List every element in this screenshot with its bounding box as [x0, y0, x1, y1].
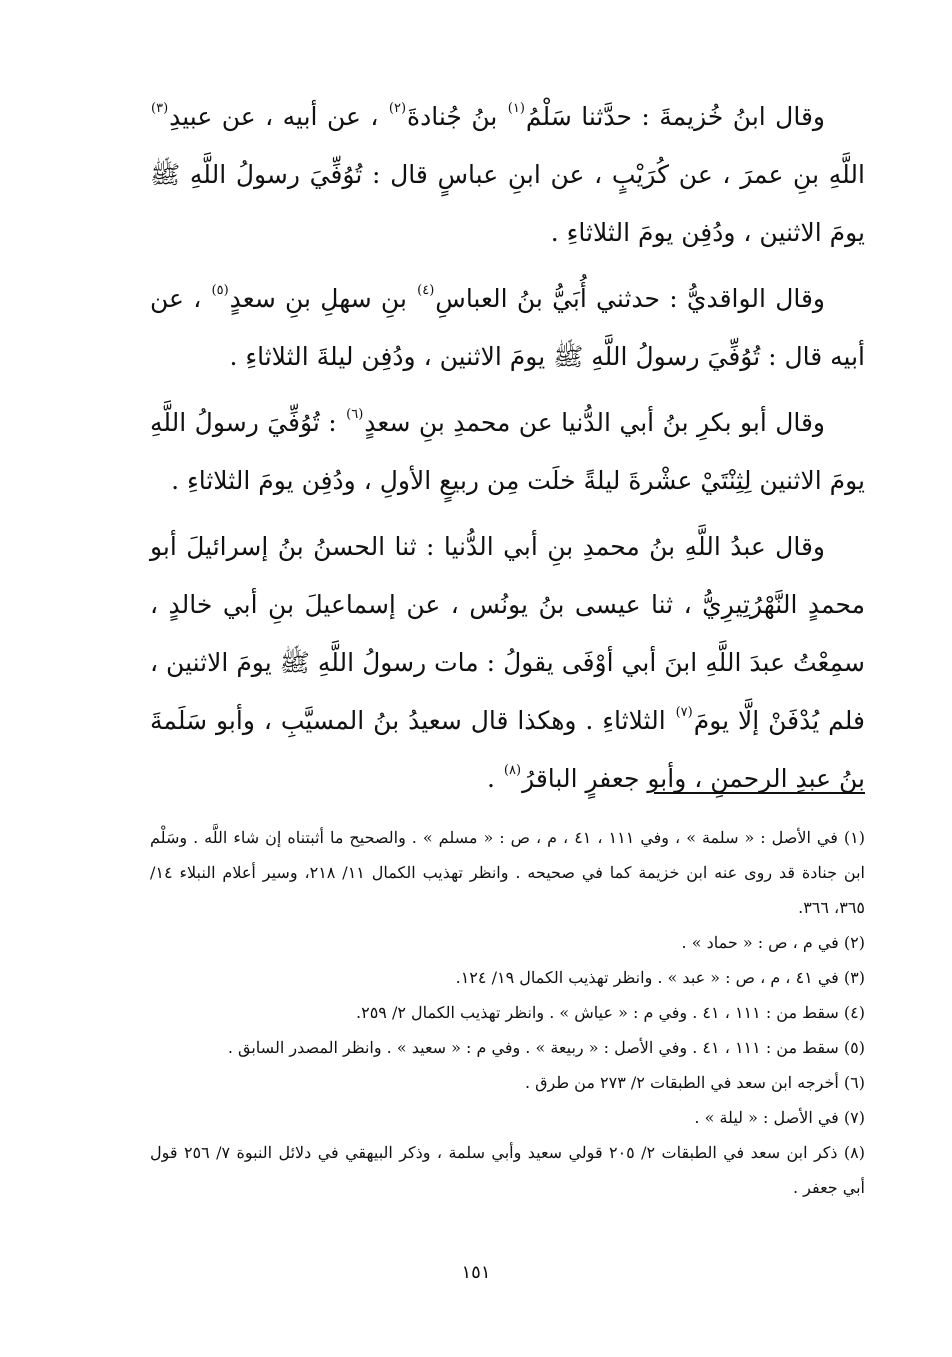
footnote-ref-5: (٥)	[211, 282, 229, 298]
main-text	[150, 88, 865, 808]
paragraph-1: وقال ابنُ خُزيمةَ : حدَّثنا سَلْمُ$^{(١)}$ بنُ جُنادةَ$^{(٢)}$ ، عن أبيه ، عن عبيدِ$^{(٣)}$ اللَّهِ بنِ عمرَ ، عن كُرَيْبٍ ، عن ابنِ عباسٍ قال : تُوُفِّيَ رسولُ اللَّهِ ﷺ يومَ الاثنين ، ودُفِن يومَ الثلاثاءِ .	[150, 100, 865, 247]
footnote-ref-2: (٢)	[388, 100, 407, 116]
footnote-4: (٤) سقط من : ١١١ ، ٤١ . وفي م : « عياش » . وانظر تهذيب الكمال ٢/ ٢٥٩.	[356, 1003, 865, 1022]
footnote-6: (٦) أخرجه ابن سعد في الطبقات ٢/ ٢٧٣ من طرق .	[524, 1073, 865, 1092]
footnote-5: (٥) سقط من : ١١١ ، ٤١ . وفي الأصل : « ربيعة » . وفي م : « سعيد » . وانظر المصدر السابق .	[227, 1038, 865, 1057]
footnote-ref-3: (٣)	[151, 100, 169, 116]
footnote-divider	[654, 792, 865, 794]
paragraph-3: وقال أبو بكرِ بنُ أبي الدُّنيا عن محمدِ بنِ سعدٍ$^{(٦)}$ : تُوُفِّيَ رسولُ اللَّهِ يومَ الاثنين لِثِنْتَيْ عشْرةَ ليلةً خلَت مِن ربيعٍ الأولِ ، ودُفِن يومَ الثلاثاءِ .	[150, 406, 865, 495]
footnote-ref-8: (٨)	[503, 762, 522, 778]
footnote-ref-1: (١)	[507, 100, 525, 116]
footnote-7: (٧) في الأصل : « ليلة » .	[694, 1108, 865, 1127]
page-number: ١٥١	[461, 1262, 491, 1283]
paragraph-2: وقال الواقديُّ : حدثني أُبَيُّ بنُ العباسِ$^{(٤)}$ بنِ سهلِ بنِ سعدٍ$^{(٥)}$ ، عن أبيه قال : تُوُفِّيَ رسولُ اللَّهِ ﷺ يومَ الاثنين ، ودُفِن ليلةَ الثلاثاءِ .	[150, 282, 865, 371]
footnote-ref-7: (٧)	[675, 704, 693, 720]
footnotes	[150, 820, 865, 1205]
footnote-3: (٣) في ٤١ ، م ، ص : « عبد » . وانظر تهذيب الكمال ١٩/ ١٢٤.	[455, 968, 865, 987]
footnote-ref-4: (٤)	[417, 282, 435, 298]
footnote-1: (١) في الأصل : « سلمة » ، وفي ١١١ ، ٤١ ، م ، ص : « مسلم » . والصحيح ما أثبتناه إن شاء اللَّه . وسَلْم ابن جنادة قد روى عنه ابن خزيمة كما في صحيحه . وانظر تهذيب الكمال ١١/ ٢١٨، وسير أعلام النبلاء ١٤/ ٣٦٥، ٣٦٦.	[150, 828, 866, 917]
paragraph-4: وقال عبدُ اللَّهِ بنُ محمدِ بنِ أبي الدُّنيا : ثنا الحسنُ بنُ إسرائيلَ أبو محمدٍ النَّهْرُتِيرِيُّ ، ثنا عيسى بنُ يونُس ، عن إسماعيلَ بنِ أبي خالدٍ ، سمِعْتُ عبدَ اللَّهِ ابنَ أبي أوْفَى يقولُ : مات رسولُ اللَّهِ ﷺ يومَ الاثنين ، فلم يُدْفَنْ إلَّا يومَ$^{(٧)}$ الثلاثاءِ . وهكذا قال سعيدُ بنُ المسيَّبِ ، وأبو سَلَمةَ بنُ عبدِ الرحمنِ ، وأبو جعفرٍ الباقرُ$^{(٨)}$ .	[150, 532, 865, 793]
footnote-ref-6: (٦)	[346, 406, 364, 422]
footnote-8: (٨) ذكر ابن سعد في الطبقات ٢/ ٢٠٥ قولي سعيد وأبي سلمة ، وذكر البيهقي في دلائل النبوة ٧/ ٢٥٦ قول أبي جعفر .	[150, 1143, 866, 1197]
footnote-2: (٢) في م ، ص : « حماد » .	[681, 933, 865, 952]
